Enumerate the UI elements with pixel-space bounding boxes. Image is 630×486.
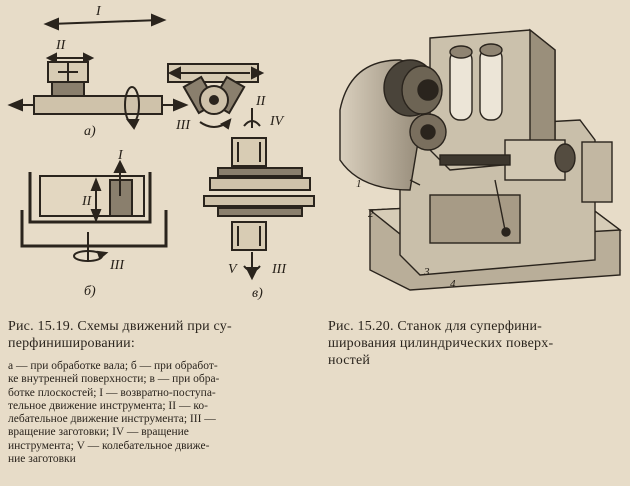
caption-left-title xyxy=(8,318,308,352)
caption-left-line: инструмента; V — колебательное движе- xyxy=(8,439,210,452)
caption-left-body xyxy=(8,360,304,466)
caption-left-line: тельное движение инструмента; II — ко- xyxy=(8,399,208,412)
label-motion-v: V xyxy=(228,262,237,277)
caption-left-title-line1: Рис. 15.19. Схемы движений при су- xyxy=(8,319,232,334)
label-motion-iii-b: III xyxy=(110,258,124,273)
caption-left-line: а — при обработке вала; б — при обработ- xyxy=(8,360,218,372)
caption-left-line: ке внутренней поверхности; в — при обра- xyxy=(8,373,220,386)
callout-3: 3 xyxy=(424,266,430,278)
label-motion-ii: II xyxy=(56,38,66,53)
caption-right-title xyxy=(328,318,624,369)
label-motion-ii-b: II xyxy=(82,194,92,209)
caption-right-title-line3: ностей xyxy=(328,353,371,368)
caption-left-line: лебательное движение инструмента; III — xyxy=(8,413,216,426)
callout-1: 1 xyxy=(356,178,362,190)
caption-right-title-line1: Рис. 15.20. Станок для суперфини- xyxy=(328,319,543,334)
label-scheme-v: в) xyxy=(252,286,263,301)
label-motion-iii-a: III xyxy=(176,118,190,133)
callout-4: 4 xyxy=(450,278,456,290)
caption-left-line: ние заготовки xyxy=(8,453,76,466)
label-motion-iii-v: III xyxy=(272,262,286,277)
label-scheme-b: б) xyxy=(84,284,96,299)
label-motion-iv: IV xyxy=(270,114,284,129)
label-motion-i-b: I xyxy=(118,148,123,163)
label-motion-i: I xyxy=(96,4,101,19)
caption-right-title-line2: ширования цилиндрических поверх- xyxy=(328,336,554,351)
callout-2: 2 xyxy=(368,208,374,220)
caption-left-line: ботке плоскостей; I — возвратно-поступа- xyxy=(8,386,216,399)
label-scheme-a: а) xyxy=(84,124,96,139)
machine-figure xyxy=(330,20,630,310)
caption-left-title-line2: перфинишировании: xyxy=(8,336,135,351)
caption-left-line: вращение заготовки; IV — вращение xyxy=(8,426,189,439)
label-motion-ii-v: II xyxy=(256,94,266,109)
